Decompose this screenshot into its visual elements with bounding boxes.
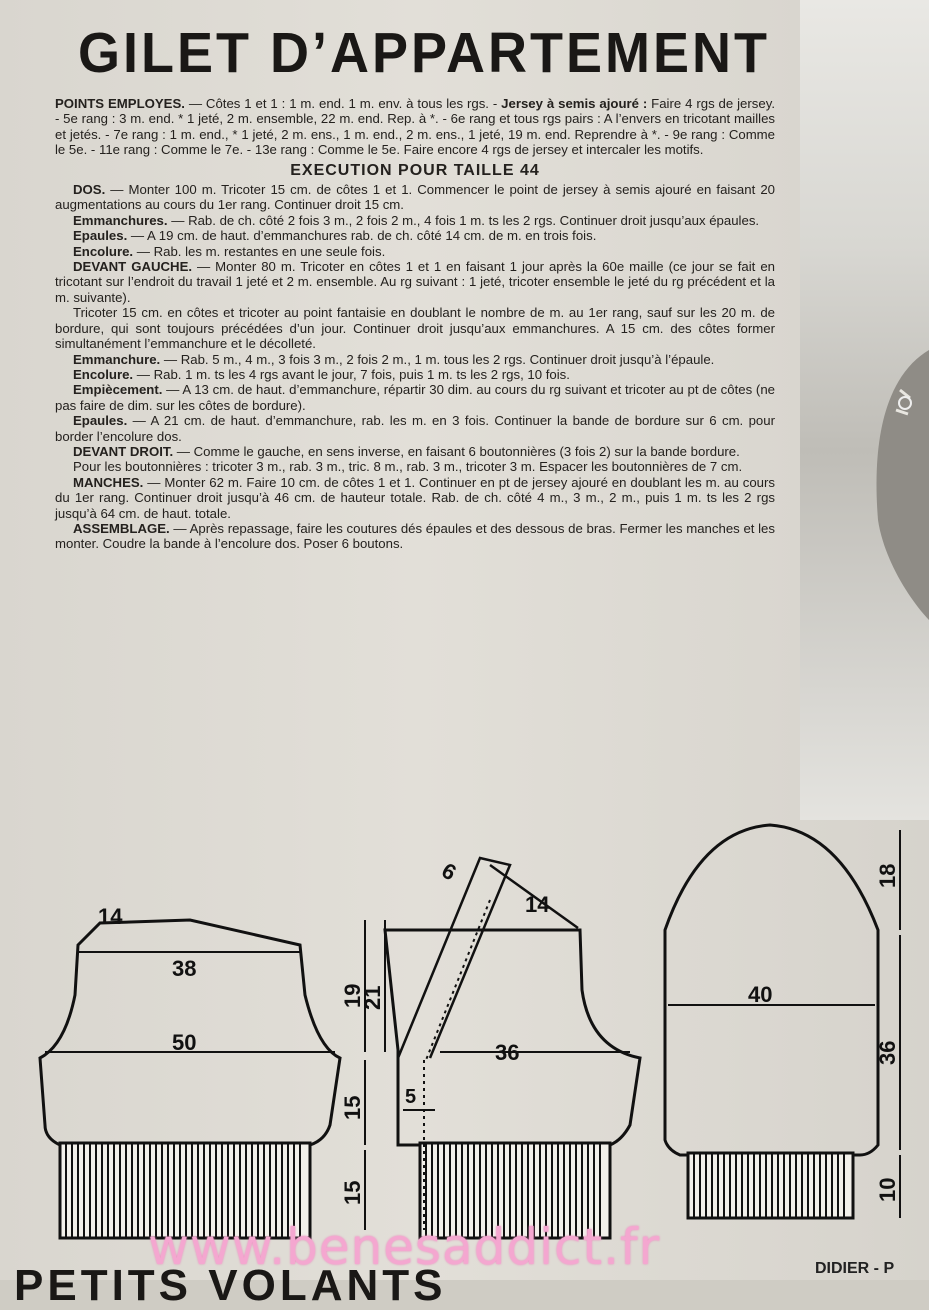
section-label: Emmanchures. (73, 212, 168, 228)
front-piece-outline (385, 930, 640, 1145)
section-label: Epaules. (73, 228, 128, 244)
section-label: DOS. (73, 182, 106, 198)
execution-heading: EXECUTION POUR TAILLE 44 (290, 161, 540, 179)
section-paragraph (55, 413, 775, 444)
back-rib-label: 15 (340, 1180, 365, 1205)
website-watermark: www.benesaddict.fr (148, 1218, 661, 1276)
adjacent-photo (800, 0, 929, 820)
jersey-text: Faire 4 rgs de jersey. - 5e rang : 3 m. end. * 1 jeté, 2 m. ensemble, 22 m. end. Rep. à *. - 6e rang et tous rgs pairs : A l’envers en tricotant mailles et jetés. - 7e rang : 1 m. end., * 1 jeté, 2 m. ens., 1 m. end., 2 m. ens., 1 jeté, 19 m. end. Reprendre à *. - 9e rang : Comme le 5e. - 11e rang : Comme le 7e. - 13e rang : Comme le 5e. Faire encore 4 rgs de jersey et intercaler les motifs. (55, 96, 775, 158)
sleeve-width-label: 40 (748, 982, 773, 1007)
photo-credit: DIDIER - P (815, 1260, 895, 1277)
section-text: — Monter 80 m. Tricoter en côtes 1 et 1 en faisant 1 jour après la 60e maille (ce jour se fait en tricotant sur l’endroit du travail 1 jeté et 2 m. ensemble. Au rg suivant : 1 jeté, tricoter ensemble le jeté du rg précédent et la m. suivante). (55, 259, 775, 305)
points-paragraph (55, 96, 775, 158)
back-body-label: 15 (340, 1095, 365, 1120)
section-text: — Monter 62 m. Faire 10 cm. de côtes 1 et 1. Continuer en pt de jersey ajouré en doublant les m. au cours du 1er rang. Continuer droit jusqu’à 46 cm. de hauteur totale. Rab. de ch. côté 4 m., 3 m., 2 m., puis 1 m. ts les 2 rgs jusqu’à 64 cm. de haut. totale. (55, 474, 775, 521)
front-band-width-label: 5 (405, 1086, 417, 1108)
front-armhole-label: 21 (360, 985, 385, 1010)
sleeve-cap-label: 18 (875, 863, 900, 888)
back-armhole-label: 19 (340, 983, 365, 1008)
section-text: — Rab. 1 m. ts les 4 rgs avant le jour, 7 fois, puis 1 m. ts les 2 rgs, 10 fois. (133, 366, 570, 382)
section-text: — Monter 100 m. Tricoter 15 cm. de côtes 1 et 1. Commencer le point de jersey à semis ajouré en faisant 20 augmentations au cours du 1er rang. Continuer droit 15 cm. (55, 182, 775, 213)
section-text: — Après repassage, faire les coutures dés épaules et des dessous de bras. Fermer les manches et les monter. Coudre la bande à l’encolure dos. Poser 6 boutons. (55, 520, 775, 552)
jersey-label: Jersey à semis ajouré : (501, 96, 648, 111)
section-text: — A 19 cm. de haut. d’emmanchures rab. de ch. côté 14 cm. de m. en trois fois. (127, 228, 597, 244)
back-width-label: 50 (172, 1030, 197, 1055)
section-text: — A 13 cm. de haut. d’emmanchure, répartir 30 dim. au cours du rg suivant et tricoter au pt de côtes (ne pas faire de dim. sur les côtes de bordure). (55, 382, 775, 413)
sleeve-cuff-label: 10 (875, 1177, 900, 1202)
next-article-title: PETITS VOLANTS (14, 1261, 447, 1310)
section-paragraph (55, 367, 775, 382)
front-width-label: 36 (495, 1040, 520, 1065)
points-label: POINTS EMPLOYES. (55, 96, 185, 111)
section-paragraph (55, 305, 775, 351)
section-paragraph (55, 228, 775, 243)
page-title: GILET D’APPARTEMENT (78, 21, 771, 85)
front-shoulder-label: 14 (525, 892, 550, 917)
front-band-label: 6 (437, 857, 461, 886)
back-shoulder-label: 14 (98, 904, 123, 929)
section-label: ASSEMBLAGE. (73, 520, 170, 536)
back-top-width-label: 38 (172, 956, 197, 981)
sleeve-length-label: 36 (875, 1040, 900, 1065)
section-text: Tricoter 15 cm. en côtes et tricoter au point fantaisie en doublant le nombre de m. au 1er rang, sauf sur les 20 m. de bordure, qui sont toujours précédées d’un jour. Continuer droit jusqu’aux emmanchures. A 15 cm. des côtes former simultanément l’emmanchure et le décolleté. (55, 305, 775, 352)
front-band (398, 858, 510, 1058)
section-label: Encolure. (73, 243, 134, 259)
section-paragraph (55, 244, 775, 259)
section-label: Epaules. (73, 413, 128, 429)
section-paragraph (55, 521, 775, 552)
section-text: — Comme le gauche, en sens inverse, en faisant 6 boutonnières (3 fois 2) sur la bande bordure. (173, 443, 740, 459)
points-text: — Côtes 1 et 1 : 1 m. end. 1 m. env. à tous les rgs. - (184, 96, 498, 111)
section-paragraph (55, 382, 775, 413)
section-label: MANCHES. (73, 474, 144, 490)
section-text: — A 21 cm. de haut. d’emmanchure, rab. les m. en 3 fois. Continuer la bande de bordure sur 6 cm. pour border l’encolure dos. (55, 413, 775, 444)
section-label: Empiècement. (73, 382, 163, 398)
section-label: DEVANT DROIT. (73, 443, 174, 459)
section-text: — Rab. les m. restantes en une seule fois. (133, 243, 386, 259)
section-label: DEVANT GAUCHE. (73, 259, 193, 275)
instructions-text (55, 96, 775, 552)
section-text: — Rab. de ch. côté 2 fois 3 m., 2 fois 2 m., 4 fois 1 m. ts les 2 rgs. Continuer droit jusqu’aux épaules. (167, 212, 760, 228)
section-paragraph (55, 475, 775, 521)
section-text: — Rab. 5 m., 4 m., 3 fois 3 m., 2 fois 2 m., 1 m. tous les 2 rgs. Continuer droit jusqu’à l’épaule. (160, 351, 715, 367)
section-paragraph (55, 444, 775, 459)
section-paragraph (55, 259, 775, 305)
sections-list (55, 182, 775, 552)
section-paragraph (55, 213, 775, 228)
section-paragraph (55, 182, 775, 213)
section-paragraph (55, 352, 775, 367)
section-label: Encolure. (73, 366, 134, 382)
section-text: Pour les boutonnières : tricoter 3 m., rab. 3 m., tric. 8 m., rab. 3 m., tricoter 3 m. Espacer les boutonnières de 7 cm. (73, 459, 743, 475)
section-paragraph (55, 459, 775, 474)
pattern-schematic (0, 820, 929, 1240)
section-label: Emmanchure. (73, 351, 161, 367)
